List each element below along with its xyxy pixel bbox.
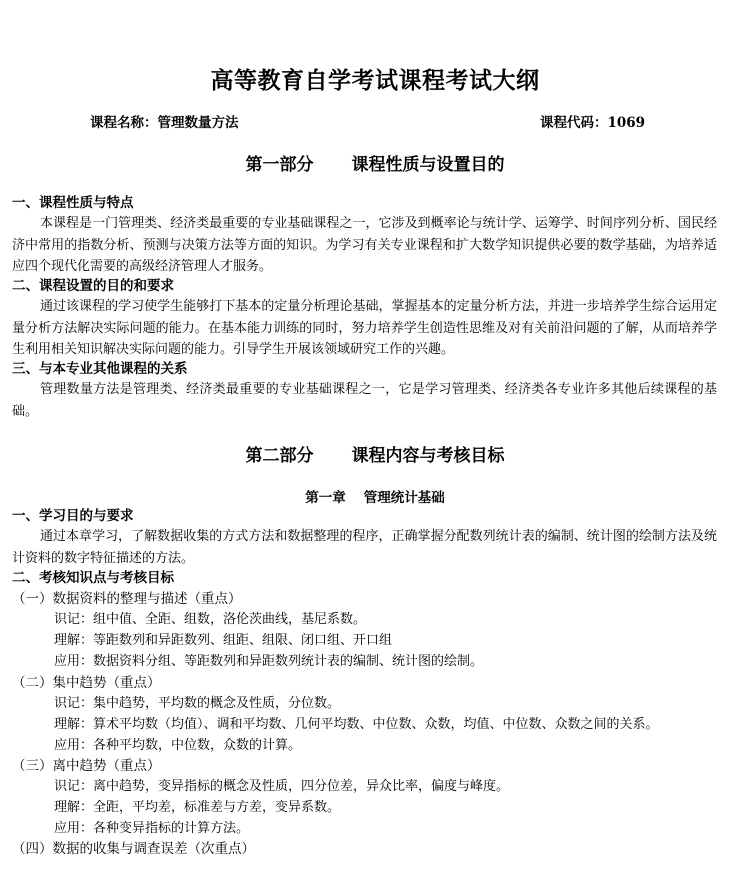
group-item: 识记：离中趋势，变异指标的概念及性质，四分位差，异众比率，偏度与峰度。 [54, 779, 510, 794]
part-one-label: 第一部分 [245, 155, 314, 175]
group-item: 应用：各种变异指标的计算方法。 [54, 821, 250, 836]
part-two-title [0, 441, 750, 466]
group-item: 理解：等距数列和异距数列、组距、组限、闭口组、开口组 [54, 633, 393, 648]
chapter-title [0, 486, 750, 506]
chapter-label: 第一章 [305, 490, 346, 506]
part-two-heading: 课程内容与考核目标 [351, 446, 505, 466]
course-info-line [0, 111, 750, 131]
group-item: 理解：算术平均数（均值）、调和平均数、几何平均数、中位数、众数，均值、中位数、众数之间的关系。 [54, 717, 659, 732]
part-two-label: 第二部分 [245, 446, 314, 466]
group-item: 识记：集中趋势，平均数的概念及性质，分位数。 [54, 696, 341, 711]
group-heading-central-tendency: （二）集中趋势（重点） [12, 675, 161, 691]
group-heading-data-organization: （一）数据资料的整理与描述（重点） [12, 591, 242, 607]
section-body-purpose: 通过该课程的学习使学生能够打下基本的定量分析理论基础，掌握基本的定量分析方法，并进一步培养学生综合运用定量分析方法解决实际问题的能力。在基本能力训练的同时，努力培养学生创造性思维及对有关前沿问题的了解，从而培养学生利用相关知识解决实际问题的能力。引导学生开展该领域研究工作的兴趣。 [12, 299, 717, 357]
section-heading-nature: 一、课程性质与特点 [12, 195, 134, 211]
chapter-heading: 管理统计基础 [363, 490, 445, 506]
course-code: 课程代码：1069 [540, 115, 646, 131]
section-body-goals: 通过本章学习，了解数据收集的方式方法和数据整理的程序，正确掌握分配数列统计表的编制、统计图的绘制方法及统计资料的数字特征描述的方法。 [12, 529, 717, 566]
group-heading-dispersion: （三）离中趋势（重点） [12, 758, 161, 774]
section-heading-exam-points: 二、考核知识点与考核目标 [12, 570, 174, 586]
section-heading-relation: 三、与本专业其他课程的关系 [12, 361, 188, 377]
group-heading-data-collection: （四）数据的收集与调查误差（次重点） [12, 841, 255, 857]
document-title: 高等教育自学考试课程考试大纲 [210, 67, 540, 94]
group-item: 应用：各种平均数，中位数，众数的计算。 [54, 738, 302, 753]
group-item: 识记：组中值、全距、组数，洛伦茨曲线，基尼系数。 [54, 612, 367, 627]
section-heading-goals: 一、学习目的与要求 [12, 508, 134, 524]
part-one-heading: 课程性质与设置目的 [351, 155, 505, 175]
section-heading-purpose: 二、课程设置的目的和要求 [12, 278, 174, 294]
group-item: 应用：数据资料分组、等距数列和异距数列统计表的编制、统计图的绘制。 [54, 654, 484, 669]
section-body-relation: 管理数量方法是管理类、经济类最重要的专业基础课程之一，它是学习管理类、经济类各专业许多其他后续课程的基础。 [12, 382, 717, 419]
group-item: 理解：全距，平均差，标准差与方差，变异系数。 [54, 800, 341, 815]
section-body-nature: 本课程是一门管理类、经济类最重要的专业基础课程之一，它涉及到概率论与统计学、运筹学、时间序列分析、国民经济中常用的指数分析、预测与决策方法等方面的知识。为学习有关专业课程和扩大数学知识提供必要的数学基础，为培养适应四个现代化需要的高级经济管理人才服务。 [12, 216, 717, 274]
part-one-title [0, 150, 750, 175]
course-name: 课程名称：管理数量方法 [90, 115, 239, 131]
